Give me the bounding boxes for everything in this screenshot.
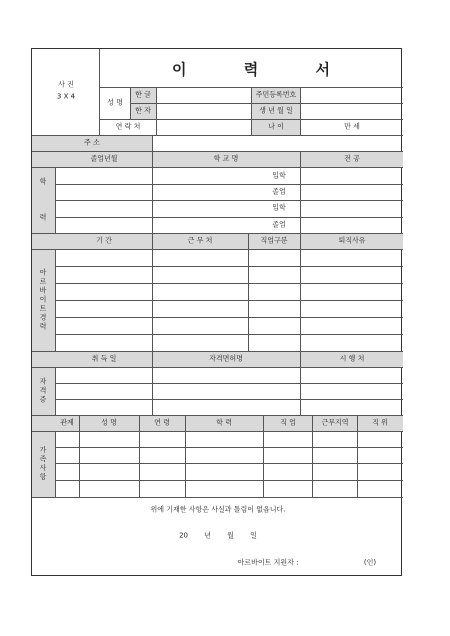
line-value-right	[251, 87, 252, 135]
line-work-period-right	[152, 233, 153, 351]
work-header-period: 기 간	[96, 236, 112, 245]
edu-header-major: 전 공	[344, 154, 360, 163]
line-family-row3	[55, 480, 403, 481]
line-edu-row1	[55, 184, 403, 185]
line-license-header-bottom	[32, 367, 403, 368]
line-work-row5	[55, 334, 403, 335]
line-family-row1	[55, 447, 403, 448]
family-header-relation: 관계	[60, 418, 74, 427]
edu-header-date: 졸업년월	[90, 154, 118, 163]
line-work-row3	[55, 300, 403, 301]
edu-status-1: 입학	[272, 171, 286, 180]
hanja-label: 한 자	[135, 106, 151, 115]
age-label: 나 이	[268, 122, 284, 131]
line-work-place-right	[248, 233, 249, 351]
work-header-place: 근 무 처	[187, 236, 213, 245]
line-license-bottom	[32, 415, 403, 416]
photo-label: 사 진	[58, 80, 74, 89]
line-family-job-right	[312, 415, 313, 497]
work-header-reason: 퇴직사유	[338, 236, 366, 245]
line-resident-label-right	[300, 87, 301, 135]
line-edu-label-right	[55, 167, 56, 233]
date-line: 20 년 월 일	[179, 531, 257, 540]
hangul-label: 한 글	[135, 90, 151, 99]
license-header-issuer: 시 행 처	[339, 354, 365, 363]
address-label: 주 소	[84, 138, 100, 147]
page-title: 이 력 서	[172, 60, 356, 79]
line-address-label-right	[152, 135, 153, 151]
line-hangul-right	[156, 87, 157, 135]
family-section-label: 가 족 사 항	[39, 446, 47, 481]
family-header-region: 근무지역	[321, 418, 349, 427]
work-section-label: 아 르 바 이 트 경 력	[39, 268, 47, 331]
line-license-name-right	[300, 351, 301, 415]
work-header-type: 직업구분	[260, 236, 288, 245]
family-header-job: 직 업	[280, 418, 296, 427]
family-header-age: 연 령	[154, 418, 170, 427]
applicant-label: 아르바이트 지원자 :	[237, 558, 299, 567]
line-edu-row2	[55, 200, 403, 201]
line-work-header-bottom	[32, 249, 403, 250]
resume-form	[31, 48, 402, 576]
line-edu-school-right	[300, 151, 301, 233]
line-work-type-right	[300, 233, 301, 351]
declaration-text: 위에 기재한 사항은 사실과 틀림이 없읍니다.	[150, 505, 286, 514]
photo-size: 3 X 4	[56, 92, 76, 101]
family-header-position: 직 위	[372, 418, 388, 427]
license-header-name: 자격면허명	[209, 354, 243, 363]
line-work-row1	[55, 266, 403, 267]
line-family-age-right	[185, 415, 186, 497]
line-name-right	[130, 87, 131, 119]
line-photo-right	[99, 49, 100, 135]
line-family-relation-right	[79, 415, 80, 497]
line-edu-date-right	[152, 151, 153, 233]
line-license-row2	[55, 399, 403, 400]
line-edu-bottom	[32, 233, 403, 234]
line-edu-row3	[55, 217, 403, 218]
contact-label: 연 락 처	[115, 122, 141, 131]
edu-header-school: 학 교 명	[213, 154, 239, 163]
line-license-date-right	[152, 351, 153, 415]
line-work-bottom	[32, 351, 403, 352]
line-hangul-bottom	[130, 103, 403, 104]
line-family-edu-right	[263, 415, 264, 497]
edu-status-4: 졸업	[272, 220, 286, 229]
line-family-region-right	[357, 415, 358, 497]
license-section-label: 자 격 증	[39, 377, 47, 404]
line-work-label-right	[55, 249, 56, 351]
line-personal-bottom	[32, 135, 403, 136]
line-family-name-right	[139, 415, 140, 497]
line-family-bottom	[32, 497, 403, 498]
line-family-label-right	[55, 431, 56, 497]
name-label: 성 명	[107, 98, 123, 107]
line-family-row2	[55, 463, 403, 464]
license-header-date: 취 득 일	[91, 354, 117, 363]
birth-label: 생 년 월 일	[259, 106, 293, 115]
line-license-label-right	[55, 367, 56, 415]
line-work-row4	[55, 317, 403, 318]
line-work-row2	[55, 283, 403, 284]
line-edu-header-bottom	[32, 167, 403, 168]
line-family-header-bottom	[32, 431, 403, 432]
age-unit: 만 세	[344, 122, 360, 131]
edu-status-3: 입학	[272, 203, 286, 212]
family-header-education: 학 력	[216, 418, 232, 427]
edu-status-2: 졸업	[272, 187, 286, 196]
line-address-bottom	[32, 151, 403, 152]
education-section-label: 학 력	[39, 177, 47, 222]
seal-mark: (인)	[363, 558, 377, 567]
family-header-name: 성 명	[101, 418, 117, 427]
line-license-row1	[55, 383, 403, 384]
resident-id-label: 주민등록번호	[255, 90, 297, 99]
